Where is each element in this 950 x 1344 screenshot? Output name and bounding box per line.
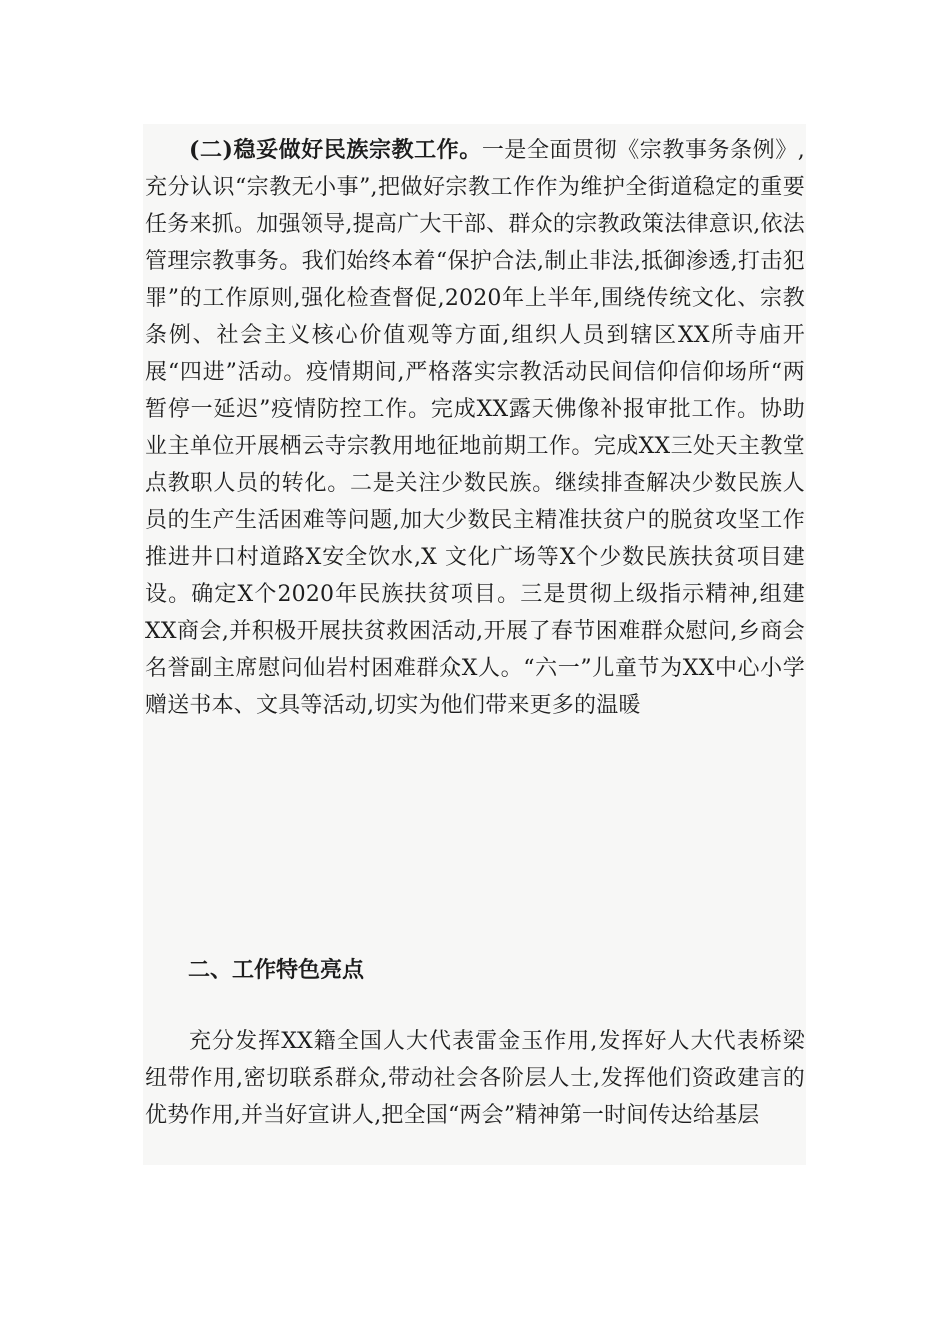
paragraph-body-text: 一是全面贯彻《宗教事务条例》,充分认识“宗教无小事”,把做好宗教工作作为维护全街道稳定的重要任务来抓。加强领导,提高广大干部、群众的宗教政策法律意识,依法管理宗教事务。我们始终本着“保护合法,制止非法,抵御渗透,打击犯罪”的工作原则,强化检查督促,2020年上半年,围绕传统文化、宗教条例、社会主义核心价值观等方面,组织人员到辖区XX所寺庙开展“四进”活动。疫情期间,严格落实宗教活动民间信仰信仰场所“两暂停一延迟”疫情防控工作。完成XX露天佛像补报审批工作。协助业主单位开展栖云寺宗教用地征地前期工作。完成XX三处天主教堂点教职人员的转化。二是关注少数民族。继续排查解决少数民族人员的生产生活困难等问题,加大少数民主精准扶贫户的脱贫攻坚工作推进井口村道路X安全饮水,X 文化广场等X个少数民族扶贫项目建设。确定X个2020年民族扶贫项目。三是贯彻上级指示精神,组建XX商会,并积极开展扶贫救困活动,开展了春节困难群众慰问,乡商会名誉副主席慰问仙岩村困难群众X人。“六一”儿童节为XX中心小学赠送书本、文具等活动,切实为他们带来更多的温暖 <box>145 138 805 718</box>
section-heading-highlights: 二、工作特色亮点 <box>188 958 365 983</box>
paragraph-lead-heading: (二)稳妥做好民族宗教工作。 <box>189 137 482 163</box>
paragraph-religion-work <box>145 132 805 724</box>
paragraph-highlights: 充分发挥XX籍全国人大代表雷金玉作用,发挥好人大代表桥梁纽带作用,密切联系群众,带动社会各阶层人士,发挥他们资政建言的优势作用,并当好宣讲人,把全国“两会”精神第一时间传达给基层 <box>145 1029 805 1128</box>
